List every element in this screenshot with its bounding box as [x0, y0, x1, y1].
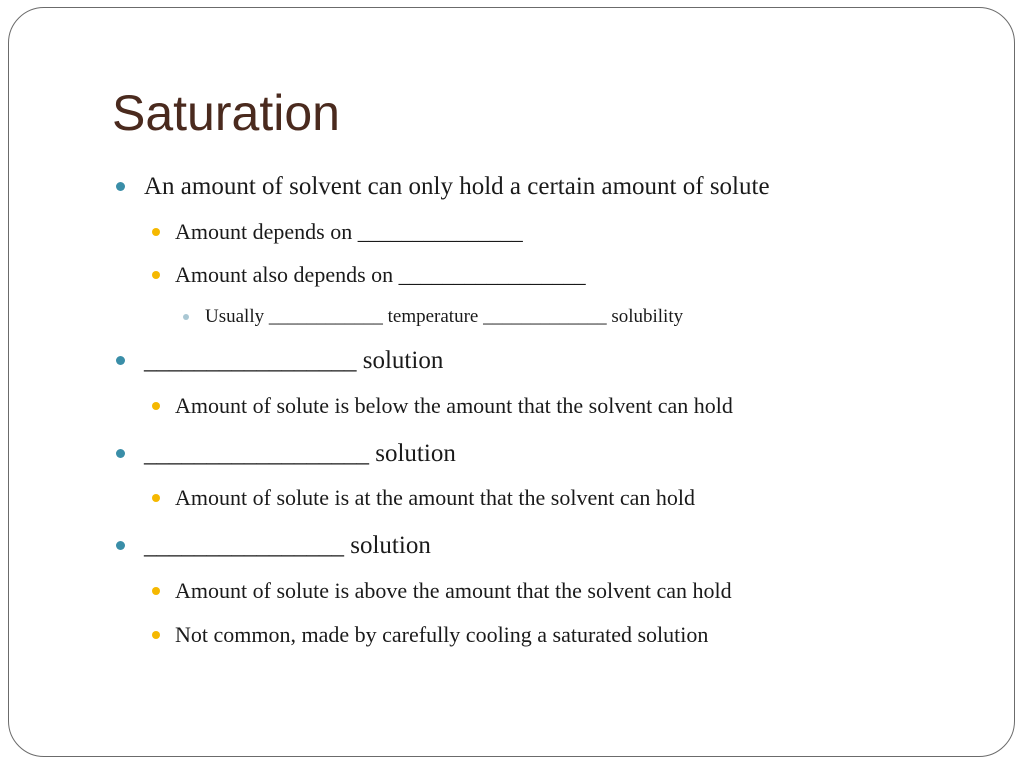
bullet-text: Amount also depends on _________________	[175, 262, 586, 287]
sub-bullet-item	[175, 487, 695, 509]
bullet-dot-icon	[152, 494, 160, 502]
sub-bullet-item	[175, 580, 732, 602]
bullet-dot-icon	[152, 631, 160, 639]
bullet-item	[144, 441, 456, 466]
sub-bullet-item	[175, 395, 733, 417]
bullet-text: Usually ____________ temperature _____________ solubility	[205, 306, 684, 327]
sub-bullet-item	[175, 221, 523, 243]
bullet-text: __________________ solution	[144, 440, 456, 467]
bullet-dot-icon	[116, 356, 125, 365]
bullet-text: Amount of solute is at the amount that the solvent can hold	[175, 485, 695, 510]
bullet-text: An amount of solvent can only hold a certain amount of solute	[144, 173, 770, 200]
bullet-dot-icon	[152, 228, 160, 236]
bullet-item	[144, 533, 431, 558]
bullet-dot-icon	[183, 314, 189, 320]
bullet-text: Amount of solute is below the amount that the solvent can hold	[175, 393, 733, 418]
bullet-item	[144, 174, 770, 199]
bullet-text: Not common, made by carefully cooling a saturated solution	[175, 622, 709, 647]
bullet-dot-icon	[152, 271, 160, 279]
bullet-dot-icon	[116, 449, 125, 458]
sub-bullet-item	[175, 264, 586, 286]
bullet-dot-icon	[116, 182, 125, 191]
bullet-text: Amount of solute is above the amount that the solvent can hold	[175, 578, 732, 603]
bullet-dot-icon	[152, 587, 160, 595]
sub-sub-bullet-item	[205, 307, 683, 326]
bullet-text: ________________ solution	[144, 532, 431, 559]
bullet-text: Amount depends on _______________	[175, 219, 523, 244]
bullet-item	[144, 348, 443, 373]
bullet-text: _________________ solution	[144, 347, 444, 374]
bullet-dot-icon	[116, 541, 125, 550]
bullet-dot-icon	[152, 402, 160, 410]
sub-bullet-item	[175, 624, 708, 646]
slide-title: Saturation	[112, 85, 340, 141]
